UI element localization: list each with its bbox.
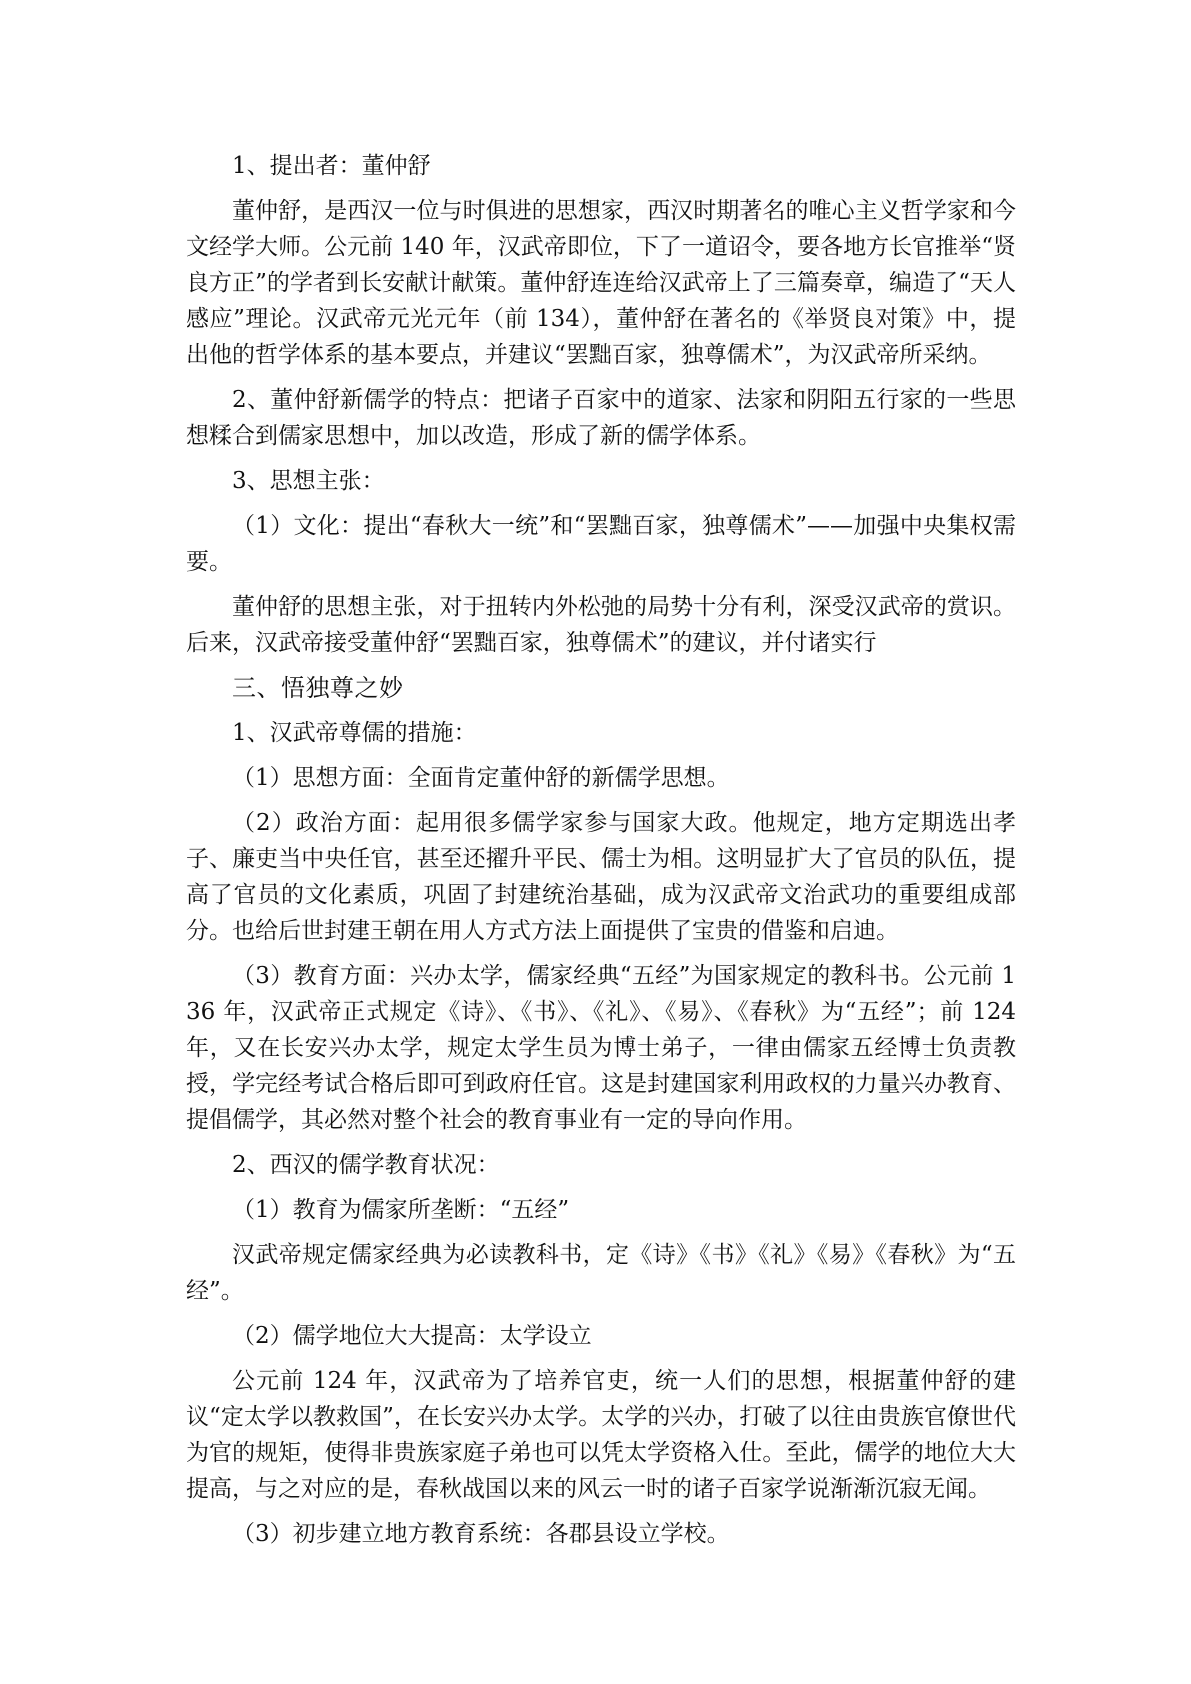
section-heading-education-status: 2、西汉的儒学教育状况：: [232, 1152, 500, 1178]
section-heading-proposer: 1、提出者：董仲舒: [232, 153, 431, 179]
chapter-heading-three: 三、悟独尊之妙: [232, 674, 404, 702]
paragraph-adoption: 董仲舒的思想主张，对于扭转内外松弛的局势十分有利，深受汉武帝的赏识。后来，汉武帝接受董仲舒“罢黜百家，独尊儒术”的建议，并付诸实行: [186, 594, 1016, 656]
subheading-local-schools: （3）初步建立地方教育系统：各郡县设立学校。: [232, 1521, 730, 1547]
subheading-five-classics: （1）教育为儒家所垄断：“五经”: [232, 1197, 570, 1223]
document-page: [186, 148, 1016, 1561]
paragraph-thought-measure: （1）思想方面：全面肯定董仲舒的新儒学思想。: [232, 765, 730, 791]
paragraph-culture-idea: （1）文化：提出“春秋大一统”和“罢黜百家，独尊儒术”——加强中央集权需要。: [186, 513, 1016, 575]
paragraph-new-confucianism-features: 2、董仲舒新儒学的特点：把诸子百家中的道家、法家和阴阳五行家的一些思想糅合到儒家思想中，加以改造，形成了新的儒学体系。: [186, 387, 1016, 449]
subheading-taixue: （2）儒学地位大大提高：太学设立: [232, 1323, 592, 1349]
paragraph-five-classics: 汉武帝规定儒家经典为必读教科书，定《诗》《书》《礼》《易》《春秋》为“五经”。: [186, 1242, 1016, 1304]
paragraph-politics-measure: （2）政治方面：起用很多儒学家参与国家大政。他规定，地方定期选出孝子、廉吏当中央任官，甚至还擢升平民、儒士为相。这明显扩大了官员的队伍，提高了官员的文化素质，巩固了封建统治基础，成为汉武帝文治武功的重要组成部分。也给后世封建王朝在用人方式方法上面提供了宝贵的借鉴和启迪。: [186, 810, 1016, 944]
paragraph-taixue: 公元前 124 年，汉武帝为了培养官吏，统一人们的思想，根据董仲舒的建议“定太学以教救国”，在长安兴办太学。太学的兴办，打破了以往由贵族官僚世代为官的规矩，使得非贵族家庭子弟也可以凭太学资格入仕。至此，儒学的地位大大提高，与之对应的是，春秋战国以来的风云一时的诸子百家学说渐渐沉寂无闻。: [186, 1368, 1016, 1502]
section-heading-measures: 1、汉武帝尊儒的措施：: [232, 720, 477, 746]
section-heading-ideas: 3、思想主张：: [232, 468, 385, 494]
paragraph-education-measure: （3）教育方面：兴办太学，儒家经典“五经”为国家规定的教科书。公元前 136 年，汉武帝正式规定《诗》、《书》、《礼》、《易》、《春秋》为“五经”；前 124 年，又在长安兴办太学，规定太学生员为博士弟子，一律由儒家五经博士负责教授，学完经考试合格后即可到政府任官。这是封建国家利用政权的力量兴办教育、提倡儒学，其必然对整个社会的教育事业有一定的导向作用。: [186, 963, 1016, 1133]
paragraph-dong-zhongshu-bio: 董仲舒，是西汉一位与时俱进的思想家，西汉时期著名的唯心主义哲学家和今文经学大师。公元前 140 年，汉武帝即位，下了一道诏令，要各地方长官推举“贤良方正”的学者到长安献计献策。董仲舒连连给汉武帝上了三篇奏章，编造了“天人感应”理论。汉武帝元光元年（前 134），董仲舒在著名的《举贤良对策》中，提出他的哲学体系的基本要点，并建议“罢黜百家，独尊儒术”，为汉武帝所采纳。: [186, 198, 1016, 368]
